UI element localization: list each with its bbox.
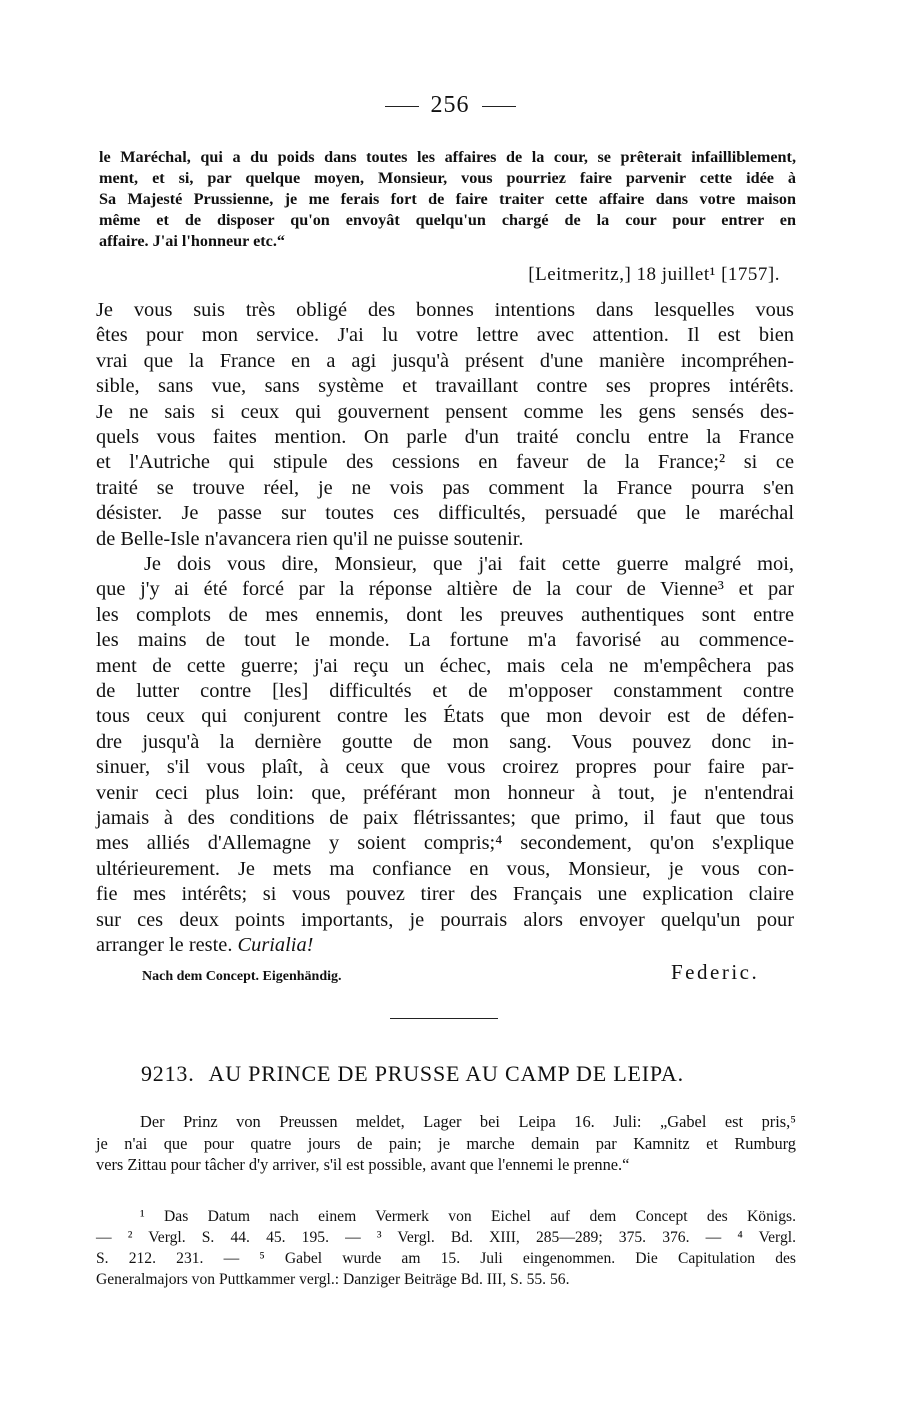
section-number: 9213.: [141, 1061, 195, 1086]
separator-rule: [390, 1018, 498, 1019]
header-rule-left: [385, 106, 419, 107]
letter-closing-text: arranger le reste.: [96, 934, 233, 957]
page-number: 256: [430, 92, 470, 118]
letter-paragraph-1: [96, 298, 794, 552]
letter-line: mes alliés d'Allemagne y soient compris;⁴ secondement, qu'on s'explique: [96, 832, 794, 855]
footnote-line: S. 212. 231. — ⁵ Gabel wurde am 15. Juli eingenommen. Die Capitulation des: [96, 1250, 796, 1267]
report-paragraph: [96, 1111, 796, 1176]
letter-line: sur ces deux points importants, je pourrais alors envoyer quelqu'un pour: [96, 908, 794, 931]
letter-line: Je dois vous dire, Monsieur, que j'ai fait cette guerre malgré moi,: [144, 553, 794, 575]
letter-line: Je ne sais si ceux qui gouvernent pensent comme les gens sensés des-: [96, 400, 794, 423]
letter-line: êtes pour mon service. J'ai lu votre lettre avec attention. Il est bien: [96, 324, 794, 347]
letter-line: quels vous faites mention. On parle d'un traité conclu entre la France: [96, 426, 794, 449]
letter-closing-line: [96, 933, 794, 958]
intro-paragraph: [99, 147, 796, 252]
letter-line: tous ceux qui conjurent contre les États que mon devoir est de défen-: [96, 705, 794, 728]
intro-line: le Maréchal, qui a du poids dans toutes les affaires de la cour, se prêterait infailliblement,: [99, 148, 796, 166]
intro-line: Sa Majesté Prussienne, je me ferais fort de faire traiter cette affaire dans votre maison: [99, 190, 796, 208]
curialia: Curialia!: [237, 934, 314, 957]
letter-line: les complots de mes ennemis, dont les preuves authentiques sont entre: [96, 603, 794, 626]
intro-line: ment, et si, par quelque moyen, Monsieur, vous pourriez faire parvenir cette idée à: [99, 169, 796, 187]
intro-line: même et de disposer qu'on envoyât quelqu'un chargé de la cour pour entrer en: [99, 211, 796, 229]
letter-line: Je vous suis très obligé des bonnes intentions dans lesquelles vous: [96, 299, 794, 321]
letter-line: fie mes intérêts; si vous pouvez tirer des Français une explication claire: [96, 883, 794, 906]
letter-line: dre jusqu'à la dernière goutte de mon sang. Vous pouvez donc in-: [96, 730, 794, 753]
report-line: je n'ai que pour quatre jours de pain; je marche demain par Kamnitz et Rumburg: [96, 1133, 796, 1153]
report-line: Der Prinz von Preussen meldet, Lager bei Leipa 16. Juli: „Gabel est pris,⁵: [140, 1112, 796, 1131]
letter-line: sinuer, s'il vous plaît, à ceux que vous croirez propres pour faire par-: [96, 756, 794, 779]
section-title: AU PRINCE DE PRUSSE AU CAMP DE LEIPA.: [208, 1061, 684, 1086]
source-note: Nach dem Concept. Eigenhändig.: [142, 969, 342, 984]
letter-line: de Belle-Isle n'avancera rien qu'il ne puisse soutenir.: [96, 527, 524, 550]
letter-line: ment de cette guerre; j'ai reçu un échec, mais cela ne m'empêchera pas: [96, 654, 794, 677]
letter-line: de lutter contre [les] difficultés et de m'opposer constamment contre: [96, 680, 794, 703]
intro-line: affaire. J'ai l'honneur etc.“: [99, 232, 285, 250]
letter-line: vrai que la France en a agi jusqu'à présent d'une manière incompréhen-: [96, 349, 794, 372]
letter-line: jamais à des conditions de paix flétrissantes; que primo, il faut que tous: [96, 807, 794, 830]
report-line: vers Zittau pour tâcher d'y arriver, s'il est possible, avant que l'ennemi le prenne.“: [96, 1155, 630, 1174]
letter-line: sible, sans vue, sans système et travaillant contre ses propres intérêts.: [96, 375, 794, 398]
letter-line: et l'Autriche qui stipule des cessions en faveur de la France;² si ce: [96, 451, 794, 474]
letter-line: ultérieurement. Je mets ma confiance en vous, Monsieur, je vous con-: [96, 857, 794, 880]
letter-line: que j'y ai été forcé par la réponse altière de la cour de Vienne³ et par: [96, 578, 794, 601]
signature: Federic.: [671, 960, 760, 984]
letter-line: les mains de tout le monde. La fortune m'a favorisé au commence-: [96, 629, 794, 652]
letter-line: traité se trouve réel, je ne vois pas comment la France pourra s'en: [96, 476, 794, 499]
footnotes: [96, 1206, 796, 1290]
header-rule-right: [482, 106, 516, 107]
footnote-line: Generalmajors von Puttkammer vergl.: Danziger Beiträge Bd. III, S. 55. 56.: [96, 1271, 570, 1288]
footnote-line: — ² Vergl. S. 44. 45. 195. — ³ Vergl. Bd. XIII, 285—289; 375. 376. — ⁴ Vergl.: [96, 1229, 796, 1246]
dateline: [Leitmeritz,] 18 juillet¹ [1757].: [528, 264, 780, 285]
letter-line: désister. Je passe sur toutes ces difficultés, persuadé que le maréchal: [96, 502, 794, 525]
page-header: [0, 92, 900, 119]
letter-paragraph-2: [96, 552, 794, 959]
letter-line: venir ceci plus loin: que, préférant mon honneur à tout, je n'entendrai: [96, 781, 794, 804]
section-heading: [141, 1061, 684, 1087]
footnote-line: ¹ Das Datum nach einem Vermerk von Eichel auf dem Concept des Königs.: [140, 1208, 796, 1225]
